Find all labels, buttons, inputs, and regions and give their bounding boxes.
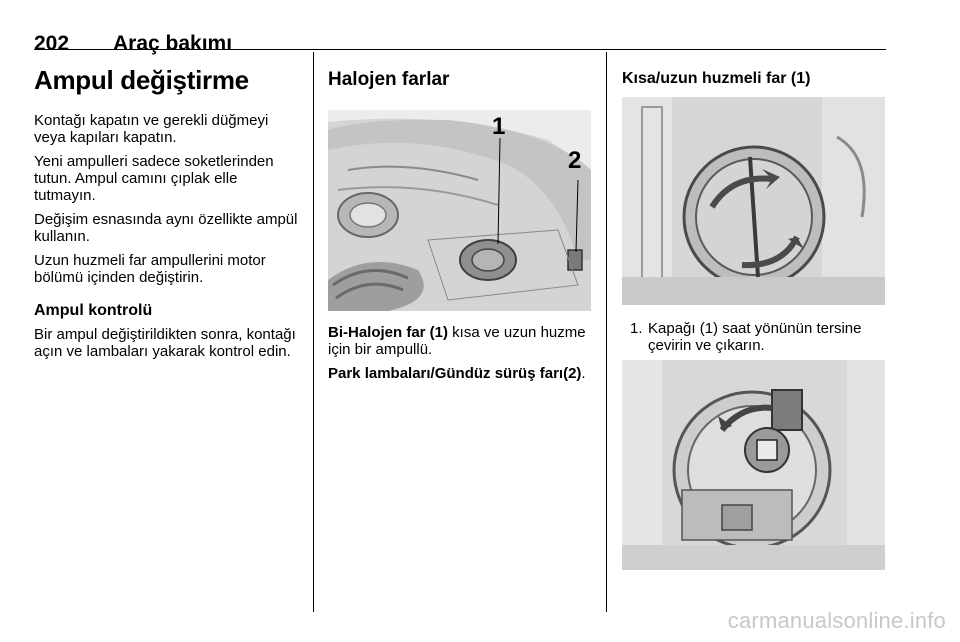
header-rule — [34, 49, 886, 50]
bulb-removal-photo — [622, 360, 885, 570]
paragraph-1: Kontağı kapatın ve gerekli düğmeyi veya kapıları kapatın. — [34, 112, 269, 146]
paragraph-3: Değişim esnasında aynı özellikte ampül kullanın. — [34, 211, 298, 245]
paragraph-2: Yeni ampulleri sadece soketlerinden tutun. Ampul camını çıplak elle tutmayın. — [34, 153, 274, 204]
headlight-cover-photo — [622, 97, 885, 305]
figure-label-2: 2 — [568, 147, 582, 174]
column-halogen-headlights — [328, 64, 596, 96]
caption-bi-halogen — [328, 324, 598, 358]
heading-low-high-beam: Kısa/uzun huzmeli far (1) — [622, 70, 811, 87]
headlight-assembly-photo — [328, 110, 591, 311]
column-divider-1 — [313, 52, 314, 612]
subheading-bulb-check: Ampul kontrolü — [34, 302, 153, 319]
bulb-removal-illustration — [622, 360, 885, 570]
column-bulb-replacement — [34, 64, 302, 367]
headlight-cover-illustration — [622, 97, 885, 305]
step-number: 1. — [630, 320, 643, 337]
caption-park-lights — [328, 365, 598, 382]
heading-bulb-replacement: Ampul değiştirme — [34, 65, 249, 95]
caption-park-lights-bold: Park lambaları/Gündüz sürüş farı(2) — [328, 365, 582, 382]
paragraph-4: Uzun huzmeli far ampullerini motor bölümü içinden değiştirin. — [34, 252, 266, 286]
page-number: 202 — [34, 32, 70, 55]
heading-halogen-headlights: Halojen farlar — [328, 69, 450, 90]
halogen-captions — [328, 324, 598, 382]
paragraph-bulb-check: Bir ampul değiştirildikten sonra, kontağı açın ve lambaları yakarak kontrol edin. — [34, 326, 296, 360]
caption-bi-halogen-text: kısa ve uzun huzme için bir ampullü. — [328, 324, 586, 358]
caption-bi-halogen-bold: Bi-Halojen far (1) — [328, 324, 449, 341]
watermark: carmanualsonline.info — [727, 608, 946, 633]
section-title: Araç bakımı — [113, 32, 233, 55]
headlight-assembly-illustration — [328, 110, 591, 311]
column-low-high-beam — [622, 64, 886, 94]
step-text: Kapağı (1) saat yönünün tersine çevirin ve çıkarın. — [648, 320, 862, 354]
caption-park-lights-text: . — [581, 365, 586, 382]
column-divider-2 — [606, 52, 607, 612]
figure-label-1: 1 — [492, 113, 506, 140]
